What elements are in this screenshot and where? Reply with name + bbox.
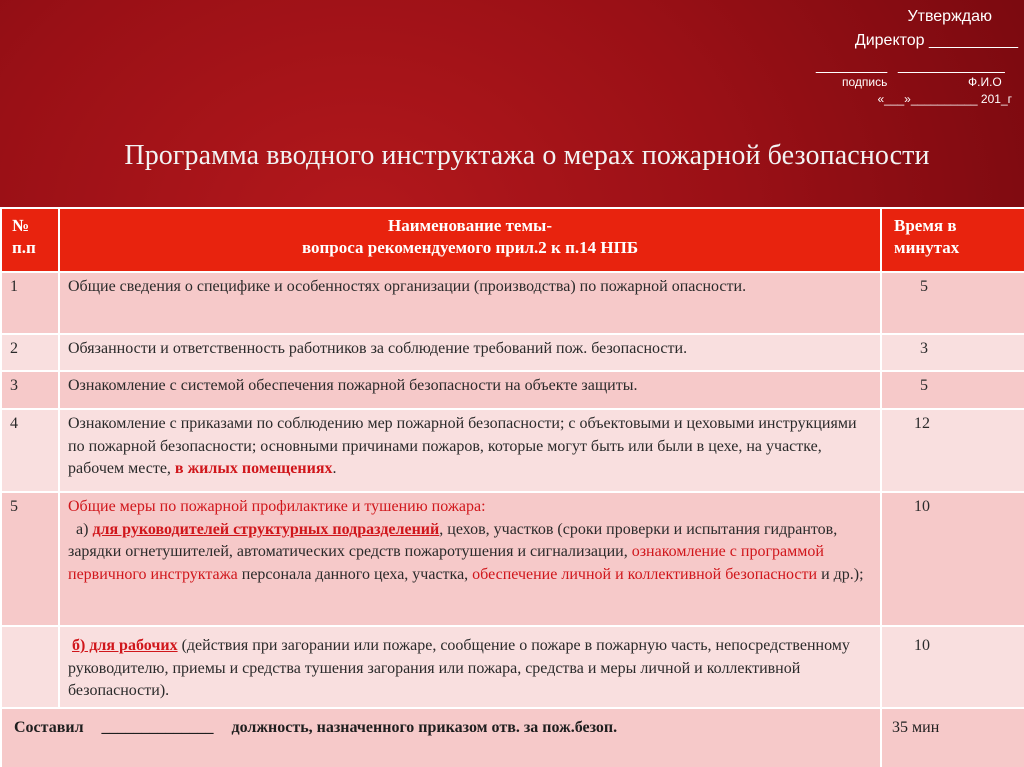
- row-red2: обеспечение личной и коллективной безопасности: [472, 565, 818, 583]
- row-text: Обязанности и ответственность работников за соблюдение требований пож. безопасности.: [59, 334, 881, 371]
- row-time: 5: [881, 272, 1024, 334]
- table-row: [1, 409, 1024, 492]
- table-footer-row: [1, 708, 1024, 767]
- footer-label: Составил: [14, 719, 84, 736]
- row-part3: и др.);: [817, 565, 864, 583]
- footer-blank: ______________: [101, 719, 214, 736]
- row-text-highlight: в жилых помещениях: [174, 460, 333, 477]
- page-title: Программа вводного инструктажа о мерах пожарной безопасности: [124, 140, 930, 171]
- row-lead: б) для рабочих: [72, 637, 178, 654]
- footer-time: 35 мин: [881, 708, 1024, 767]
- director-line: Директор __________: [854, 32, 1018, 49]
- row-time: 5: [881, 371, 1024, 409]
- row-text: [59, 626, 881, 708]
- table-row: [1, 371, 1024, 409]
- signature-lines: [808, 52, 1018, 74]
- signature-labels: [808, 74, 1018, 90]
- row-time: 10: [881, 492, 1024, 626]
- name-blank: ____________: [898, 57, 1005, 74]
- table-header-row: [1, 208, 1024, 272]
- row-num: [1, 626, 59, 708]
- row-num: 4: [1, 409, 59, 492]
- row-text: [59, 409, 881, 492]
- approve-label: Утверждаю: [907, 8, 992, 25]
- header-topic-line2: вопроса рекомендуемого прил.2 к п.14 НПБ: [301, 238, 639, 257]
- header-topic-line1: Наименование темы-: [388, 216, 552, 235]
- date-line: «___»__________ 201_г: [877, 92, 1012, 106]
- footer-composed-by: [1, 708, 881, 767]
- row-text-end: .: [332, 460, 337, 477]
- row-text-main: Ознакомление с приказами по соблюдению мер пожарной безопасности; с объектовыми и цеховыми инструкциями по пожарной безопасности; основными причинами пожаров, которые могут быть или были в цехе, на участке, рабочем месте,: [68, 415, 857, 477]
- table-row: [1, 492, 1024, 626]
- row-part1: , цехов, участков (сроки проверки и испытания гидрантов, зарядки огнетушителей, автоматических средств пожаротушения и сигнализации,: [68, 520, 838, 560]
- approval-block: [808, 4, 1018, 108]
- row-num: 5: [1, 492, 59, 626]
- row-text: [59, 492, 881, 626]
- row-part2: персонала данного цеха, участка,: [237, 565, 473, 583]
- header-topic: [59, 208, 881, 272]
- footer-rest: должность, назначенного приказом отв. за пож.безоп.: [231, 719, 618, 736]
- row-num: 1: [1, 272, 59, 334]
- row-lead: для руководителей структурных подразделений: [92, 520, 440, 538]
- header-time: Время в минутах: [881, 208, 1024, 272]
- table-row: [1, 626, 1024, 708]
- header-num: № п.п: [1, 208, 59, 272]
- row-red1: ознакомление с программой первичного инструктажа: [68, 543, 824, 583]
- row-text: Общие сведения о специфике и особенностях организации (производства) по пожарной опасности.: [59, 272, 881, 334]
- row-time: 12: [881, 409, 1024, 492]
- row-num: 3: [1, 371, 59, 409]
- table-row: [1, 272, 1024, 334]
- row-text: Ознакомление с системой обеспечения пожарной безопасности на объекте защиты.: [59, 371, 881, 409]
- table-row: [1, 334, 1024, 371]
- row-num: 2: [1, 334, 59, 371]
- row-intro: Общие меры по пожарной профилактике и тушению пожара:: [68, 498, 486, 515]
- row-time: 10: [881, 626, 1024, 708]
- row-prefix: а): [68, 520, 93, 538]
- signature-blank: ________: [816, 57, 888, 74]
- signature-label: подпись: [842, 75, 888, 89]
- program-table: [0, 207, 1024, 767]
- name-label: Ф.И.О: [968, 75, 1002, 89]
- row-rest: (действия при загорании или пожаре, сообщение о пожаре в пожарную часть, непосредственному руководителю, приемы и средства тушения загорания или пожара, средства и меры личной и коллективной безопасности).: [68, 637, 850, 699]
- row-time: 3: [881, 334, 1024, 371]
